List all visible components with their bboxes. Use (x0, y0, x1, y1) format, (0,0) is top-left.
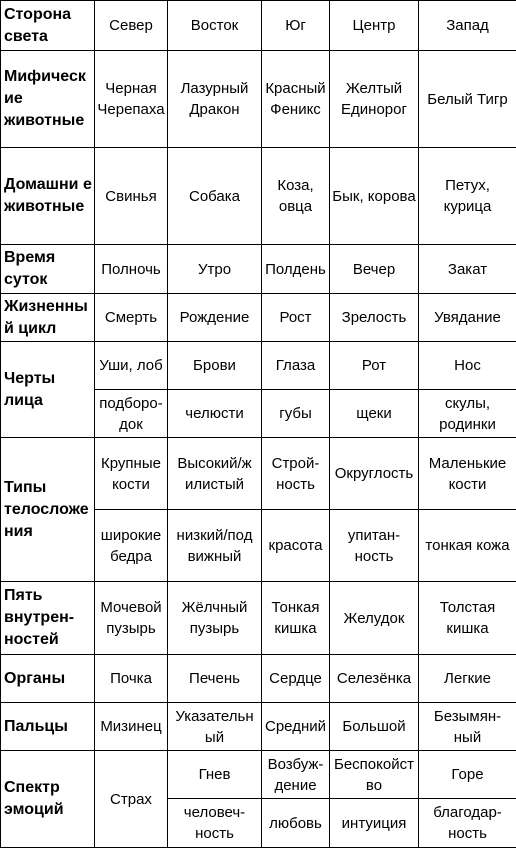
table-cell: Легкие (419, 655, 516, 703)
table-row (1, 655, 516, 703)
header-row (1, 1, 516, 51)
table-cell: Рождение (168, 294, 262, 342)
row-label: Мифическ ие животные (1, 51, 95, 148)
header-cell: Север (95, 1, 168, 51)
row-label: Спектр эмоций (1, 751, 95, 848)
table-cell: Нос (419, 342, 516, 390)
row-label: Время суток (1, 245, 95, 294)
row-label: Домашни е животные (1, 148, 95, 245)
table-row (1, 703, 516, 751)
table-row (1, 294, 516, 342)
row-label: Органы (1, 655, 95, 703)
table-cell: Почка (95, 655, 168, 703)
row-label: Типы телосложе ния (1, 438, 95, 582)
table-cell: Вечер (330, 245, 419, 294)
table-row (1, 438, 516, 510)
table-cell: Печень (168, 655, 262, 703)
header-cell: Запад (419, 1, 516, 51)
header-cell: Юг (262, 1, 330, 51)
table-cell: Гнев (168, 751, 262, 799)
table-cell: Округлость (330, 438, 419, 510)
table-cell: человеч- ность (168, 799, 262, 848)
table-cell: Маленькие кости (419, 438, 516, 510)
table-cell: Крупные кости (95, 438, 168, 510)
table-cell: Черная Черепаха (95, 51, 168, 148)
table-cell: Брови (168, 342, 262, 390)
table-cell: Большой (330, 703, 419, 751)
table-cell: Средний (262, 703, 330, 751)
table-cell: Высокий/ж илистый (168, 438, 262, 510)
table-row (1, 751, 516, 799)
table-row (1, 582, 516, 655)
row-label: Жизненны й цикл (1, 294, 95, 342)
table-cell: Желудок (330, 582, 419, 655)
table-cell: скулы, родинки (419, 390, 516, 438)
table-cell: Уши, лоб (95, 342, 168, 390)
table-cell: Мизинец (95, 703, 168, 751)
table-cell: Смерть (95, 294, 168, 342)
table-row (1, 342, 516, 390)
row-label: Пять внутрен- ностей (1, 582, 95, 655)
table-cell: Полдень (262, 245, 330, 294)
table-cell: Горе (419, 751, 516, 799)
table-cell: красота (262, 510, 330, 582)
table-cell: подборо- док (95, 390, 168, 438)
table-cell: Петух, курица (419, 148, 516, 245)
table-cell: Свинья (95, 148, 168, 245)
table-cell: Мочевой пузырь (95, 582, 168, 655)
table-cell: Возбуж- дение (262, 751, 330, 799)
table-cell: Увядание (419, 294, 516, 342)
table-cell: широкие бедра (95, 510, 168, 582)
table-cell: Рост (262, 294, 330, 342)
table-cell: Рот (330, 342, 419, 390)
header-cell: Восток (168, 1, 262, 51)
table-row (1, 245, 516, 294)
table-cell: щеки (330, 390, 419, 438)
table-cell: Страх (95, 751, 168, 848)
table-cell: Толстая кишка (419, 582, 516, 655)
table-cell: Красный Феникс (262, 51, 330, 148)
table-row (1, 51, 516, 148)
row-label: Пальцы (1, 703, 95, 751)
table-cell: Селезёнка (330, 655, 419, 703)
table-cell: любовь (262, 799, 330, 848)
table-cell: Жёлчный пузырь (168, 582, 262, 655)
table-cell: Безымян- ный (419, 703, 516, 751)
row-label: Черты лица (1, 342, 95, 438)
table-cell: Строй- ность (262, 438, 330, 510)
table-cell: Желтый Единорог (330, 51, 419, 148)
table-cell: губы (262, 390, 330, 438)
table-cell: благодар- ность (419, 799, 516, 848)
table-cell: Глаза (262, 342, 330, 390)
table-cell: Сердце (262, 655, 330, 703)
header-cell: Сторона света (1, 1, 95, 51)
table-cell: упитан- ность (330, 510, 419, 582)
table-cell: Закат (419, 245, 516, 294)
table-row (1, 148, 516, 245)
table-cell: Утро (168, 245, 262, 294)
table-cell: тонкая кожа (419, 510, 516, 582)
header-cell: Центр (330, 1, 419, 51)
table-cell: интуиция (330, 799, 419, 848)
table-cell: Собака (168, 148, 262, 245)
table-cell: Белый Тигр (419, 51, 516, 148)
table-cell: Полночь (95, 245, 168, 294)
table-cell: Указательн ый (168, 703, 262, 751)
table-cell: низкий/под вижный (168, 510, 262, 582)
table-cell: Тонкая кишка (262, 582, 330, 655)
table-cell: челюсти (168, 390, 262, 438)
table-cell: Коза, овца (262, 148, 330, 245)
table-cell: Бык, корова (330, 148, 419, 245)
table-cell: Беспокойст во (330, 751, 419, 799)
table-cell: Зрелость (330, 294, 419, 342)
table-cell: Лазурный Дракон (168, 51, 262, 148)
